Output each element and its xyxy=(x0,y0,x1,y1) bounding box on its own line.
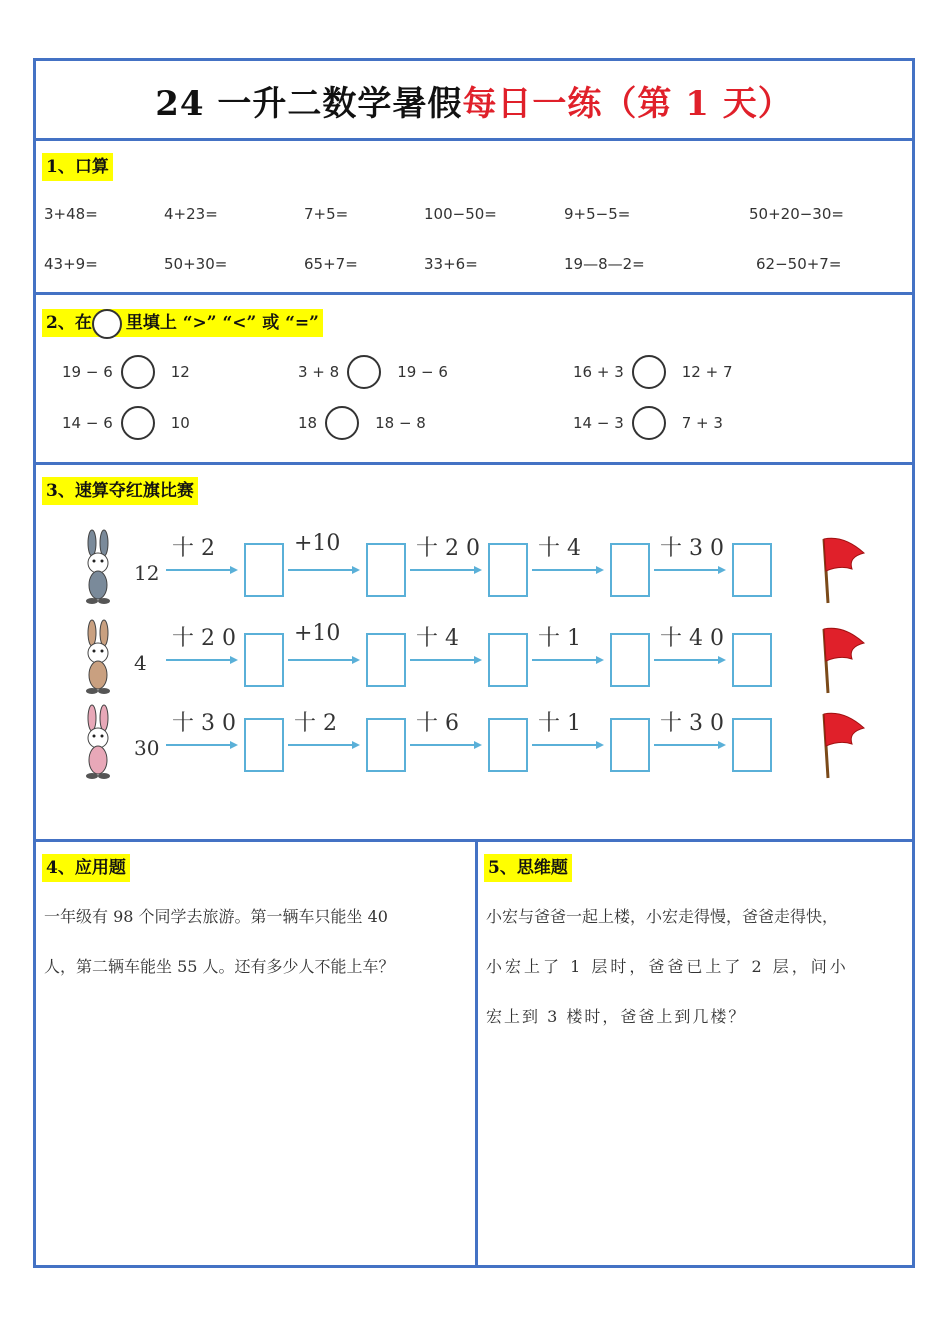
compare-item xyxy=(62,406,190,440)
compare-left: 18 xyxy=(298,414,318,432)
calc-item: 33+6= xyxy=(424,255,478,273)
calc-item: 50+20−30= xyxy=(749,205,844,223)
section-word-problem xyxy=(36,842,475,1268)
start-number: 4 xyxy=(134,651,147,675)
arrow-icon xyxy=(410,565,482,575)
race-row xyxy=(76,700,876,780)
answer-box[interactable] xyxy=(488,633,528,687)
operation-label: 十 2 0 xyxy=(172,626,236,651)
red-flag-icon xyxy=(818,535,870,605)
compare-right: 19 − 6 xyxy=(397,363,448,381)
calc-item: 7+5= xyxy=(304,205,349,223)
answer-box[interactable] xyxy=(610,543,650,597)
race-step xyxy=(654,700,774,780)
operation-label: +10 xyxy=(294,621,341,646)
q3-label: 3、速算夺红旗比赛 xyxy=(42,477,198,505)
answer-circle[interactable] xyxy=(347,355,381,389)
operation-label: +10 xyxy=(294,531,341,556)
race-step xyxy=(410,525,530,605)
compare-right: 7 + 3 xyxy=(681,414,723,432)
answer-box[interactable] xyxy=(732,718,772,772)
red-flag-icon xyxy=(818,625,870,695)
start-number: 30 xyxy=(134,736,160,760)
compare-left: 14 − 6 xyxy=(62,414,113,432)
calc-item: 65+7= xyxy=(304,255,358,273)
arrow-icon xyxy=(166,655,238,665)
calc-item: 19—8—2= xyxy=(564,255,645,273)
q4-line-1: 一年级有 98 个同学去旅游。第一辆车只能坐 40 xyxy=(44,907,388,926)
answer-box[interactable] xyxy=(732,633,772,687)
q2-label xyxy=(42,309,323,337)
red-flag-icon xyxy=(818,710,870,780)
rabbit-icon xyxy=(76,619,120,699)
arrow-icon xyxy=(532,565,604,575)
answer-box[interactable] xyxy=(366,633,406,687)
answer-box[interactable] xyxy=(244,718,284,772)
compare-right: 12 xyxy=(170,363,190,381)
calc-item: 62−50+7= xyxy=(756,255,842,273)
answer-box[interactable] xyxy=(366,543,406,597)
arrow-icon xyxy=(654,655,726,665)
race-row xyxy=(76,615,876,695)
q5-text xyxy=(486,892,910,1042)
race-step xyxy=(288,700,408,780)
operation-label: 十 3 0 xyxy=(660,711,724,736)
answer-circle[interactable] xyxy=(121,406,155,440)
operation-label: 十 1 xyxy=(538,711,581,736)
q2-label-post: 里填上 “>” “<” 或 “=” xyxy=(125,313,319,333)
rabbit-icon xyxy=(76,529,120,609)
section-oral-calc xyxy=(36,141,912,293)
race-step xyxy=(166,525,286,605)
q4-line-2: 人，第二辆车能坐 55 人。还有多少人不能上车？ xyxy=(44,957,395,976)
compare-item xyxy=(62,355,190,389)
compare-right: 18 − 8 xyxy=(375,414,426,432)
arrow-icon xyxy=(532,740,604,750)
answer-circle[interactable] xyxy=(632,355,666,389)
race-step xyxy=(654,525,774,605)
operation-label: 十 2 0 xyxy=(416,536,480,561)
answer-box[interactable] xyxy=(610,718,650,772)
race-step xyxy=(288,525,408,605)
race-step xyxy=(288,615,408,695)
calc-item: 3+48= xyxy=(44,205,98,223)
section-compare xyxy=(36,295,912,463)
compare-left: 16 + 3 xyxy=(573,363,624,381)
compare-left: 19 − 6 xyxy=(62,363,113,381)
arrow-icon xyxy=(288,565,360,575)
title-part1: 24 一升二数学暑假 xyxy=(155,83,463,124)
q1-label: 1、口算 xyxy=(42,153,113,181)
answer-circle[interactable] xyxy=(121,355,155,389)
operation-label: 十 4 xyxy=(538,536,581,561)
section-thinking-problem xyxy=(478,842,915,1268)
answer-box[interactable] xyxy=(366,718,406,772)
q4-label: 4、应用题 xyxy=(42,854,130,882)
compare-item xyxy=(573,406,723,440)
operation-label: 十 4 xyxy=(416,626,459,651)
q5-line-3: 宏上到 3 楼时，爸爸上到几楼？ xyxy=(486,1007,747,1026)
race-step xyxy=(410,615,530,695)
race-step xyxy=(166,615,286,695)
operation-label: 十 1 xyxy=(538,626,581,651)
race-step xyxy=(532,615,652,695)
operation-label: 十 2 xyxy=(172,536,215,561)
answer-circle[interactable] xyxy=(325,406,359,440)
arrow-icon xyxy=(532,655,604,665)
compare-left: 3 + 8 xyxy=(298,363,340,381)
arrow-icon xyxy=(410,655,482,665)
race-step xyxy=(654,615,774,695)
calc-item: 43+9= xyxy=(44,255,98,273)
operation-label: 十 3 0 xyxy=(172,711,236,736)
calc-item: 9+5−5= xyxy=(564,205,631,223)
race-step xyxy=(410,700,530,780)
q5-line-2: 小宏上了 1 层时，爸爸已上了 2 层，问小 xyxy=(486,957,849,976)
arrow-icon xyxy=(654,740,726,750)
arrow-icon xyxy=(288,740,360,750)
race-step xyxy=(532,525,652,605)
race-step xyxy=(166,700,286,780)
operation-label: 十 6 xyxy=(416,711,459,736)
operation-label: 十 4 0 xyxy=(660,626,724,651)
operation-label: 十 3 0 xyxy=(660,536,724,561)
q5-label: 5、思维题 xyxy=(484,854,572,882)
circle-icon xyxy=(92,309,122,339)
race-step xyxy=(532,700,652,780)
compare-item xyxy=(573,355,733,389)
answer-box[interactable] xyxy=(488,718,528,772)
worksheet xyxy=(33,58,915,1268)
answer-box[interactable] xyxy=(488,543,528,597)
title-part2: 每日一练（第 1 天） xyxy=(462,83,793,124)
compare-item xyxy=(298,406,426,440)
compare-right: 12 + 7 xyxy=(681,363,733,381)
answer-box[interactable] xyxy=(610,633,650,687)
section-speed-race xyxy=(36,465,912,840)
answer-box[interactable] xyxy=(732,543,772,597)
calc-item: 50+30= xyxy=(164,255,228,273)
arrow-icon xyxy=(654,565,726,575)
answer-box[interactable] xyxy=(244,633,284,687)
calc-item: 4+23= xyxy=(164,205,218,223)
q2-label-pre: 2、在 xyxy=(46,313,92,333)
compare-right: 10 xyxy=(170,414,190,432)
calc-item: 100−50= xyxy=(424,205,497,223)
compare-left: 14 − 3 xyxy=(573,414,624,432)
q4-text xyxy=(44,892,464,992)
arrow-icon xyxy=(166,565,238,575)
arrow-icon xyxy=(288,655,360,665)
race-row xyxy=(76,525,876,605)
arrow-icon xyxy=(410,740,482,750)
rabbit-icon xyxy=(76,704,120,784)
q5-line-1: 小宏与爸爸一起上楼，小宏走得慢，爸爸走得快， xyxy=(486,907,839,926)
answer-circle[interactable] xyxy=(632,406,666,440)
operation-label: 十 2 xyxy=(294,711,337,736)
start-number: 12 xyxy=(134,561,160,585)
arrow-icon xyxy=(166,740,238,750)
answer-box[interactable] xyxy=(244,543,284,597)
compare-item xyxy=(298,355,448,389)
page-title xyxy=(36,61,912,139)
